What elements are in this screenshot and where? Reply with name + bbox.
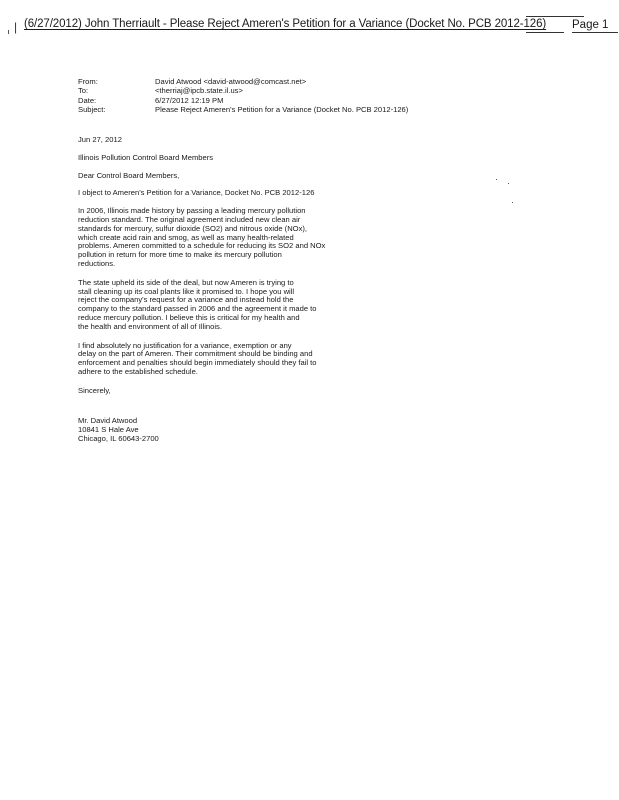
letter-paragraph: The state upheld its side of the deal, but now Ameren is trying to stall cleaning up its coal plants like it promised to. I hope you will reject the company's request for a variance and instead hold the company to the standard passed in 2006 and the agreement it made to reduce mercury pollution. I believe this is critical for my health and the health and environment of all of Illinois.: [78, 277, 317, 331]
scan-speck: [512, 202, 513, 203]
meta-label: Subject:: [78, 104, 106, 114]
letter-body: [78, 136, 348, 406]
page-header: [14, 18, 614, 38]
letter-closing: Sincerely,: [78, 385, 111, 395]
meta-label: From:: [78, 77, 98, 86]
header-rule: [572, 32, 618, 33]
header-rule: [526, 16, 584, 17]
meta-row-to: [78, 86, 408, 95]
letter-paragraph: In 2006, Illinois made history by passing a leading mercury pollution reduction standard. The original agreement included new clean air standards for mercury, sulfur dioxide (SO2) and nitrous oxide (NOx), which create acid rain and smog, as well as many health-related problems. Ameren committed to a schedule for reducing its SO2 and NOx pollution in return for more time to make its mercury pollution reductions.: [78, 206, 326, 268]
scan-speck: [496, 179, 497, 180]
meta-row-subject: [78, 105, 408, 114]
page-number: Page 1: [572, 19, 609, 31]
meta-value-to: <therriaj@ipcb.state.il.us>: [155, 86, 243, 96]
meta-row-date: [78, 96, 408, 105]
signature-block: Mr. David Atwood 10841 S Hale Ave Chicago, IL 60643-2700: [78, 416, 159, 443]
letter-recipient: Illinois Pollution Control Board Members: [78, 152, 214, 162]
header-bracket: |: [14, 20, 18, 34]
meta-value-date: 6/27/2012 12:19 PM: [155, 95, 224, 105]
document-title: (6/27/2012) John Therriault - Please Reject Ameren's Petition for a Variance (Docket No. PCB 2012-126): [24, 18, 547, 30]
scan-speck: [508, 183, 509, 184]
header-rule: [526, 32, 564, 33]
meta-row-from: [78, 77, 408, 86]
email-meta: [78, 77, 408, 114]
meta-label: To:: [78, 86, 89, 96]
meta-value-subject: Please Reject Ameren's Petition for a Variance (Docket No. PCB 2012-126): [155, 104, 409, 114]
letter-date: Jun 27, 2012: [78, 135, 122, 144]
meta-value-from: David Atwood <david-atwood@comcast.net>: [155, 77, 307, 86]
meta-label: Date:: [78, 95, 97, 105]
letter-salutation: Dear Control Board Members,: [78, 170, 180, 180]
letter-paragraph: I find absolutely no justification for a variance, exemption or any delay on the part of Ameren. Their commitment should be binding and enforcement and penalties should begin immediately should they fail to adhere to the established schedule.: [78, 340, 317, 376]
letter-paragraph: I object to Ameren's Petition for a Variance, Docket No. PCB 2012-126: [78, 188, 315, 198]
scan-speck: [8, 30, 9, 34]
